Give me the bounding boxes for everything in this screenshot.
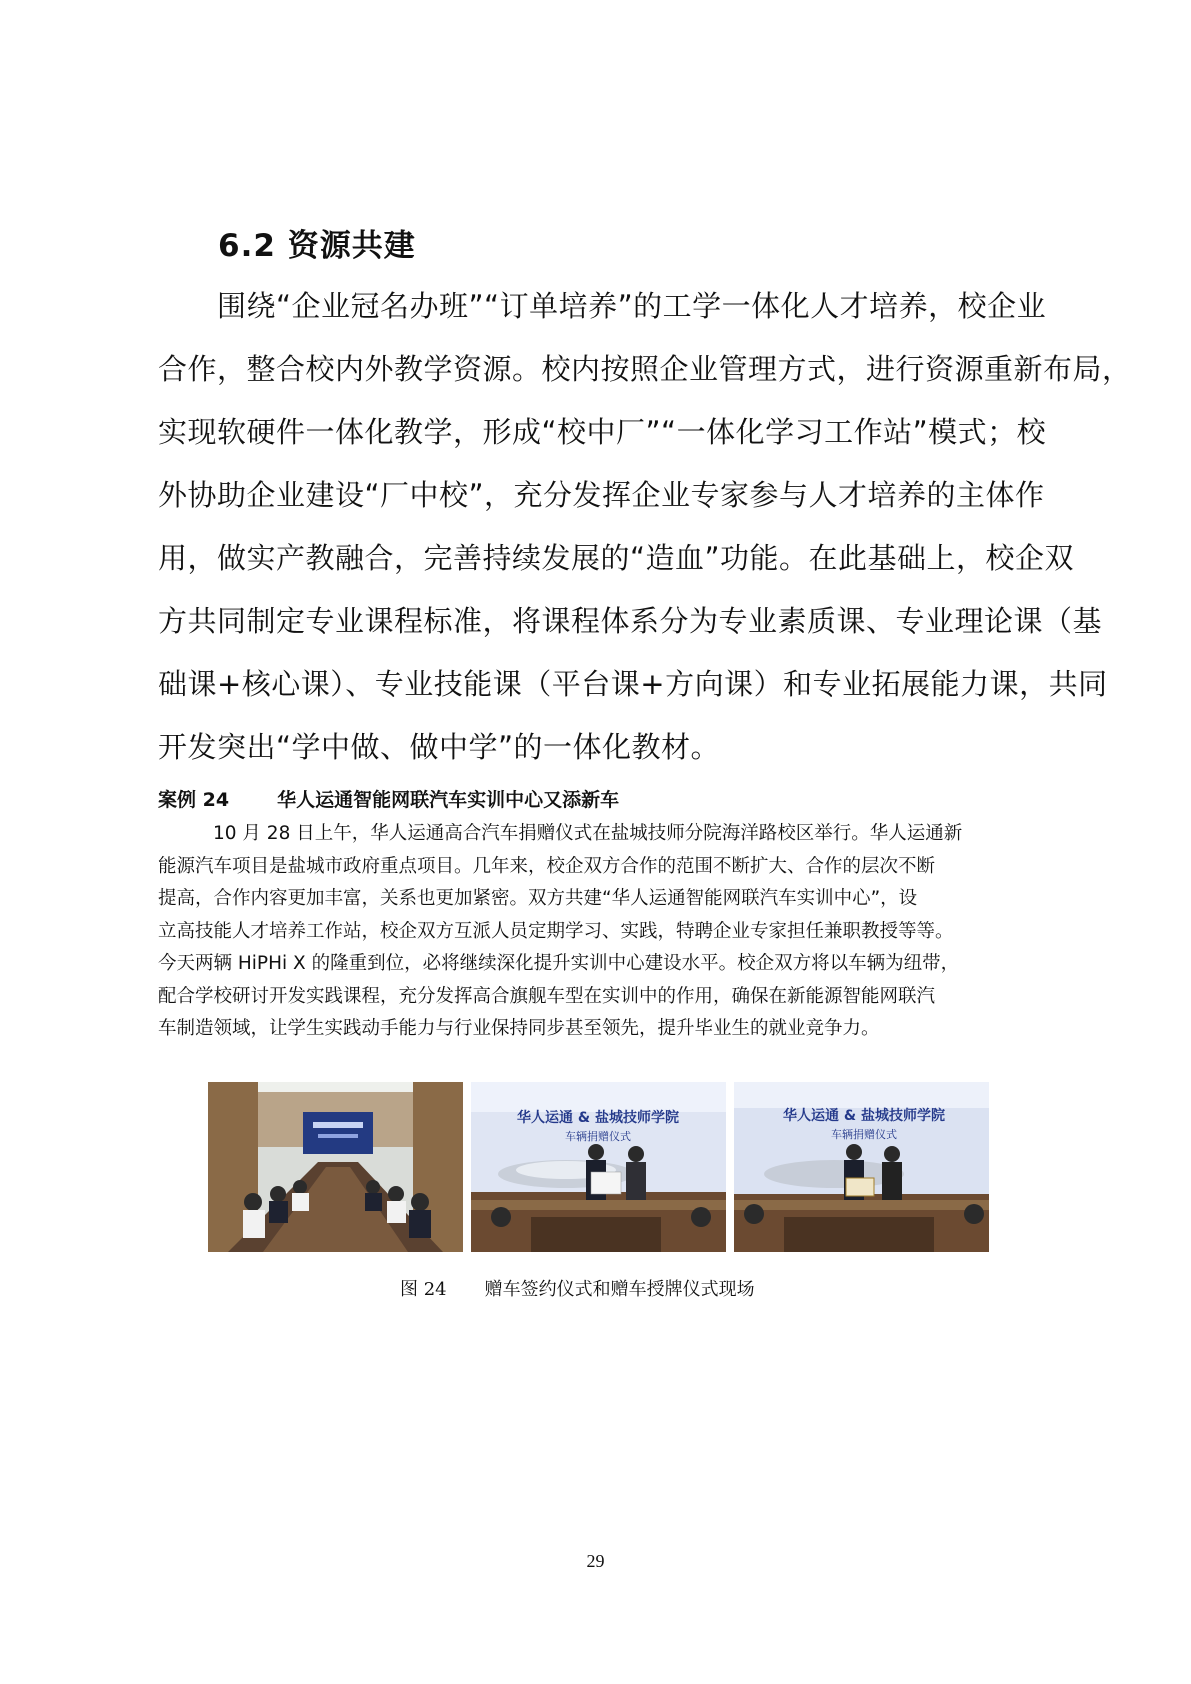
case-line: 能源汽车项目是盐城市政府重点项目。几年来，校企双方合作的范围不断扩大、合作的层次不断	[158, 855, 936, 877]
meeting-room-photo	[208, 1082, 463, 1252]
case-paragraph	[158, 818, 1038, 1046]
banner-subtitle: 车辆捐赠仪式	[831, 1128, 897, 1141]
main-paragraph	[158, 275, 1132, 779]
paragraph-line: 合作，整合校内外教学资源。校内按照企业管理方式，进行资源重新布局，	[158, 352, 1132, 386]
case-line: 10 月 28 日上午，华人运通高合汽车捐赠仪式在盐城技师分院海洋路校区举行。华人运通新	[213, 823, 963, 844]
page-number: 29	[586, 1551, 605, 1571]
case-line: 车制造领域，让学生实践动手能力与行业保持同步甚至领先，提升毕业生的就业竞争力。	[158, 1018, 880, 1039]
paragraph-line: 开发突出“学中做、做中学”的一体化教材。	[158, 730, 721, 764]
case-line: 配合学校研讨开发实践课程，充分发挥高合旗舰车型在实训中的作用，确保在新能源智能网联汽	[158, 985, 936, 1007]
banner-title: 华人运通 & 盐城技师学院	[517, 1110, 679, 1126]
case-line: 立高技能人才培养工作站，校企双方互派人员定期学习、实践，特聘企业专家担任兼职教授等等。	[158, 920, 954, 942]
case-heading	[158, 787, 619, 813]
paragraph-line: 围绕“企业冠名办班”“订单培养”的工学一体化人才培养，校企业	[217, 289, 1047, 323]
paragraph-line: 方共同制定专业课程标准，将课程体系分为专业素质课、专业理论课（基	[158, 604, 1103, 638]
paragraph-line: 础课+核心课）、专业技能课（平台课+方向课）和专业拓展能力课，共同	[158, 667, 1108, 701]
paragraph-line: 实现软硬件一体化教学，形成“校中厂”“一体化学习工作站”模式；校	[158, 415, 1047, 449]
signing-ceremony-photo	[471, 1082, 726, 1252]
banner-title: 华人运通 & 盐城技师学院	[783, 1108, 945, 1124]
banner-subtitle: 车辆捐赠仪式	[565, 1130, 631, 1143]
case-label: 案例 24	[158, 789, 230, 811]
figure-caption	[400, 1277, 755, 1303]
paragraph-line: 用，做实产教融合，完善持续发展的“造血”功能。在此基础上，校企双	[158, 541, 1075, 575]
case-line: 今天两辆 HiPHi X 的隆重到位，必将继续深化提升实训中心建设水平。校企双方将以车辆为纽带，	[158, 953, 960, 974]
figure-caption-text: 赠车签约仪式和赠车授牌仪式现场	[484, 1279, 755, 1300]
figure-label: 图 24	[400, 1279, 447, 1300]
plaque-ceremony-photo	[734, 1082, 989, 1252]
case-title: 华人运通智能网联汽车实训中心又添新车	[277, 789, 620, 811]
paragraph-line: 外协助企业建设“厂中校”，充分发挥企业专家参与人才培养的主体作	[158, 478, 1045, 512]
case-line: 提高，合作内容更加丰富，关系也更加紧密。双方共建“华人运通智能网联汽车实训中心”，设	[158, 888, 918, 909]
section-title: 6.2 资源共建	[218, 228, 416, 264]
